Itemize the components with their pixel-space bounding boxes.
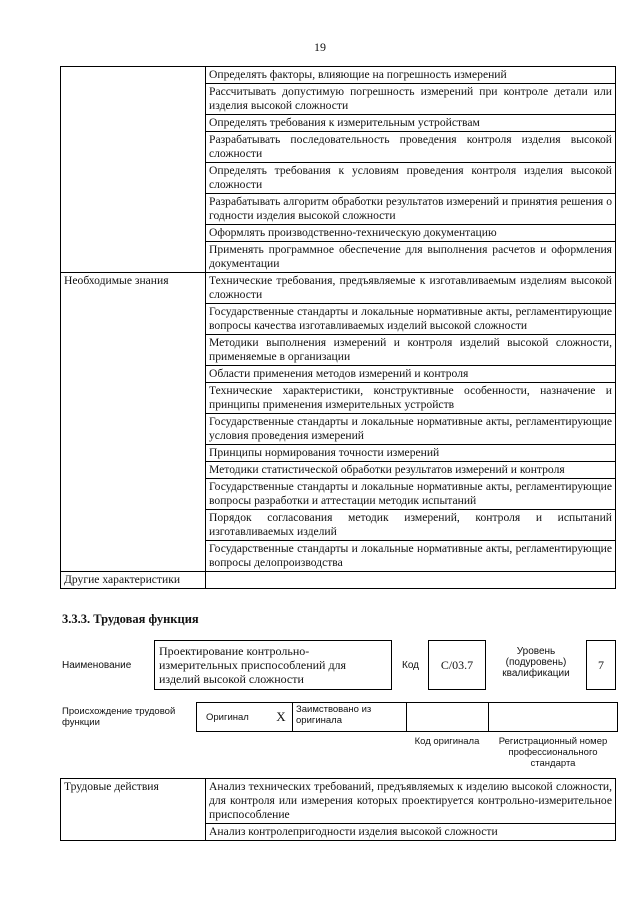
row-text: Разрабатывать последовательность проведения контроля изделия высокой сложности	[206, 132, 616, 163]
reg-number-caption: Регистрационный номер профессионального стандарта	[498, 736, 608, 769]
row-text: Технические характеристики, конструктивные особенности, назначение и принципы применения измерительных устройств	[206, 383, 616, 414]
skills-knowledge-table	[60, 66, 616, 589]
table-row	[61, 273, 616, 304]
page-number: 19	[314, 40, 326, 54]
row-text: Методики статистической обработки результатов измерений и контроля	[206, 462, 616, 479]
row-text: Принципы нормирования точности измерений	[206, 445, 616, 462]
level-box	[586, 640, 616, 690]
level-label: Уровень (подуровень) квалификации	[502, 646, 570, 679]
row-text: Рассчитывать допустимую погрешность измерений при контроле детали или изделия высокой сложности	[206, 84, 616, 115]
origin-divider-1	[406, 702, 407, 732]
table-row	[61, 572, 616, 589]
row-text: Применять программное обеспечение для выполнения расчетов и оформления документации	[206, 242, 616, 273]
row-text: Определять требования к измерительным устройствам	[206, 115, 616, 132]
origin-label: Происхождение трудовой функции	[62, 706, 176, 728]
labor-actions-table	[60, 778, 616, 841]
row-text: Государственные стандарты и локальные нормативные акты, регламентирующие вопросы разработки и аттестации методик испытаний	[206, 479, 616, 510]
row-label	[61, 67, 206, 273]
table-row	[61, 67, 616, 84]
code-original-caption: Код оригинала	[414, 736, 480, 747]
row-text: Порядок согласования методик измерений, контроля и испытаний изготавливаемых изделий	[206, 510, 616, 541]
code-label: Код	[402, 660, 420, 671]
row-label: Трудовые действия	[61, 779, 206, 841]
borrowed-label: Заимствовано из оригинала	[296, 704, 372, 726]
name-label: Наименование	[62, 660, 132, 671]
name-box	[154, 640, 392, 690]
row-text: Определять факторы, влияющие на погрешность измерений	[206, 67, 616, 84]
row-text: Государственные стандарты и локальные нормативные акты, регламентирующие вопросы делопроизводства	[206, 541, 616, 572]
other-value	[206, 572, 616, 589]
origin-divider-2	[488, 702, 489, 732]
row-text: Методики выполнения измерений и контроля изделий высокой сложности, применяемые в организации	[206, 335, 616, 366]
original-label: Оригинал	[206, 712, 249, 723]
code-value: C/03.7	[440, 658, 474, 672]
function-name: Проектирование контрольно-измерительных приспособлений для изделий высокой сложности	[159, 644, 347, 686]
row-label: Необходимые знания	[61, 273, 206, 572]
row-text: Определять требования к условиям проведения контроля изделия высокой сложности	[206, 163, 616, 194]
row-text: Области применения методов измерений и контроля	[206, 366, 616, 383]
other-label: Другие характеристики	[61, 572, 206, 589]
code-box	[428, 640, 486, 690]
row-text: Анализ технических требований, предъявляемых к изделию высокой сложности, для контроля или измерения которых проектируется контрольно-измерительное приспособление	[206, 779, 616, 824]
section-heading: 3.3.3. Трудовая функция	[62, 612, 199, 626]
row-text: Анализ контролепригодности изделия высокой сложности	[206, 824, 616, 841]
origin-row	[196, 702, 618, 732]
original-mark: X	[270, 702, 293, 732]
row-text: Технические требования, предъявляемые к изготавливаемым изделиям высокой сложности	[206, 273, 616, 304]
row-text: Государственные стандарты и локальные нормативные акты, регламентирующие условия проведения измерений	[206, 414, 616, 445]
row-text: Государственные стандарты и локальные нормативные акты, регламентирующие вопросы качества изготавливаемых изделий высокой сложности	[206, 304, 616, 335]
row-text: Оформлять производственно-техническую документацию	[206, 225, 616, 242]
row-text: Разрабатывать алгоритм обработки результатов измерений и принятия решения о годности изделия высокой сложности	[206, 194, 616, 225]
level-value: 7	[598, 658, 604, 672]
table-row	[61, 779, 616, 824]
